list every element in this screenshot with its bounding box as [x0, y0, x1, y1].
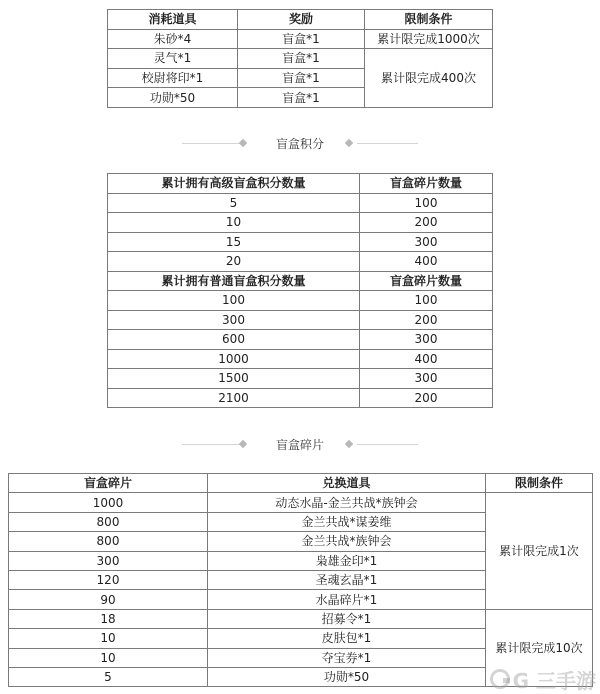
fragments-cell: 300: [360, 330, 493, 350]
item-cell: 枭雄金印*1: [208, 551, 486, 570]
table-row: [108, 252, 493, 272]
column-header: 累计拥有普通盲盒积分数量: [108, 271, 360, 291]
item-cell: 校尉将印*1: [108, 68, 238, 88]
item-cell: 金兰共战*族钟会: [208, 532, 486, 551]
table-row: [108, 388, 493, 408]
limit-cell: 累计限完成1000次: [365, 29, 493, 49]
points-cell: 20: [108, 252, 360, 272]
item-cell: 朱砂*4: [108, 29, 238, 49]
item-cell: 动态水晶-金兰共战*族钟会: [208, 493, 486, 512]
limit-cell: 累计限完成10次: [486, 609, 593, 687]
reward-cell: 盲盒*1: [238, 29, 365, 49]
cost-cell: 300: [9, 551, 208, 570]
limit-cell: 累计限完成400次: [365, 49, 493, 108]
table-header-row: [9, 474, 593, 493]
column-header: 奖励: [238, 10, 365, 30]
cost-cell: 90: [9, 590, 208, 609]
table-row: [108, 49, 493, 69]
item-cell: 功勋*50: [108, 88, 238, 108]
section-divider-points: [0, 136, 600, 152]
item-cell: 金兰共战*谋姜维: [208, 512, 486, 531]
reward-cell: 盲盒*1: [238, 49, 365, 69]
cost-cell: 800: [9, 512, 208, 531]
column-header: 限制条件: [365, 10, 493, 30]
fragments-cell: 300: [360, 232, 493, 252]
column-header: 累计拥有高级盲盒积分数量: [108, 174, 360, 194]
column-header: 盲盒碎片数量: [360, 271, 493, 291]
table-row: [9, 609, 593, 628]
table-row: [108, 193, 493, 213]
logo-icon: [490, 669, 510, 689]
table-row: [108, 232, 493, 252]
reward-cell: 盲盒*1: [238, 68, 365, 88]
points-cell: 5: [108, 193, 360, 213]
item-cell: 灵气*1: [108, 49, 238, 69]
exchange-table: [107, 9, 493, 108]
table-header-row: [108, 10, 493, 30]
fragments-cell: 200: [360, 213, 493, 233]
table-row: [108, 291, 493, 311]
watermark-logo: [490, 666, 596, 692]
fragments-cell: 100: [360, 291, 493, 311]
limit-cell: 累计限完成1次: [486, 493, 593, 609]
table-row: [108, 330, 493, 350]
table-header-row: [108, 174, 493, 194]
points-cell: 1500: [108, 369, 360, 389]
fragments-cell: 200: [360, 388, 493, 408]
item-cell: 功勋*50: [208, 667, 486, 686]
points-cell: 10: [108, 213, 360, 233]
table-row: [108, 29, 493, 49]
table-row: [108, 213, 493, 233]
table-row: [108, 310, 493, 330]
fragments-cell: 400: [360, 252, 493, 272]
points-cell: 100: [108, 291, 360, 311]
fragments-cell: 100: [360, 193, 493, 213]
cost-cell: 120: [9, 570, 208, 589]
cost-cell: 1000: [9, 493, 208, 512]
cost-cell: 18: [9, 609, 208, 628]
column-header: 消耗道具: [108, 10, 238, 30]
fragments-cell: 400: [360, 349, 493, 369]
column-header: 盲盒碎片: [9, 474, 208, 493]
table-row: [9, 493, 593, 512]
section-title: 盲盒积分: [258, 137, 342, 151]
column-header: 限制条件: [486, 474, 593, 493]
fragments-cell: 200: [360, 310, 493, 330]
fragments-cell: 300: [360, 369, 493, 389]
reward-cell: 盲盒*1: [238, 88, 365, 108]
cost-cell: 5: [9, 667, 208, 686]
watermark-text: G 三手游: [512, 668, 596, 693]
cost-cell: 10: [9, 629, 208, 648]
cost-cell: 800: [9, 532, 208, 551]
item-cell: 皮肤包*1: [208, 629, 486, 648]
points-cell: 2100: [108, 388, 360, 408]
points-cell: 15: [108, 232, 360, 252]
fragment-exchange-table: [8, 473, 593, 687]
section-divider-fragments: [0, 437, 600, 453]
item-cell: 水晶碎片*1: [208, 590, 486, 609]
points-cell: 300: [108, 310, 360, 330]
section-title: 盲盒碎片: [258, 438, 342, 452]
points-table: [107, 173, 493, 408]
column-header: 兑换道具: [208, 474, 486, 493]
table-row: [108, 349, 493, 369]
column-header: 盲盒碎片数量: [360, 174, 493, 194]
points-cell: 1000: [108, 349, 360, 369]
item-cell: 招募令*1: [208, 609, 486, 628]
points-cell: 600: [108, 330, 360, 350]
table-row: [108, 369, 493, 389]
item-cell: 圣魂玄晶*1: [208, 570, 486, 589]
cost-cell: 10: [9, 648, 208, 667]
item-cell: 夺宝券*1: [208, 648, 486, 667]
table-header-row: [108, 271, 493, 291]
